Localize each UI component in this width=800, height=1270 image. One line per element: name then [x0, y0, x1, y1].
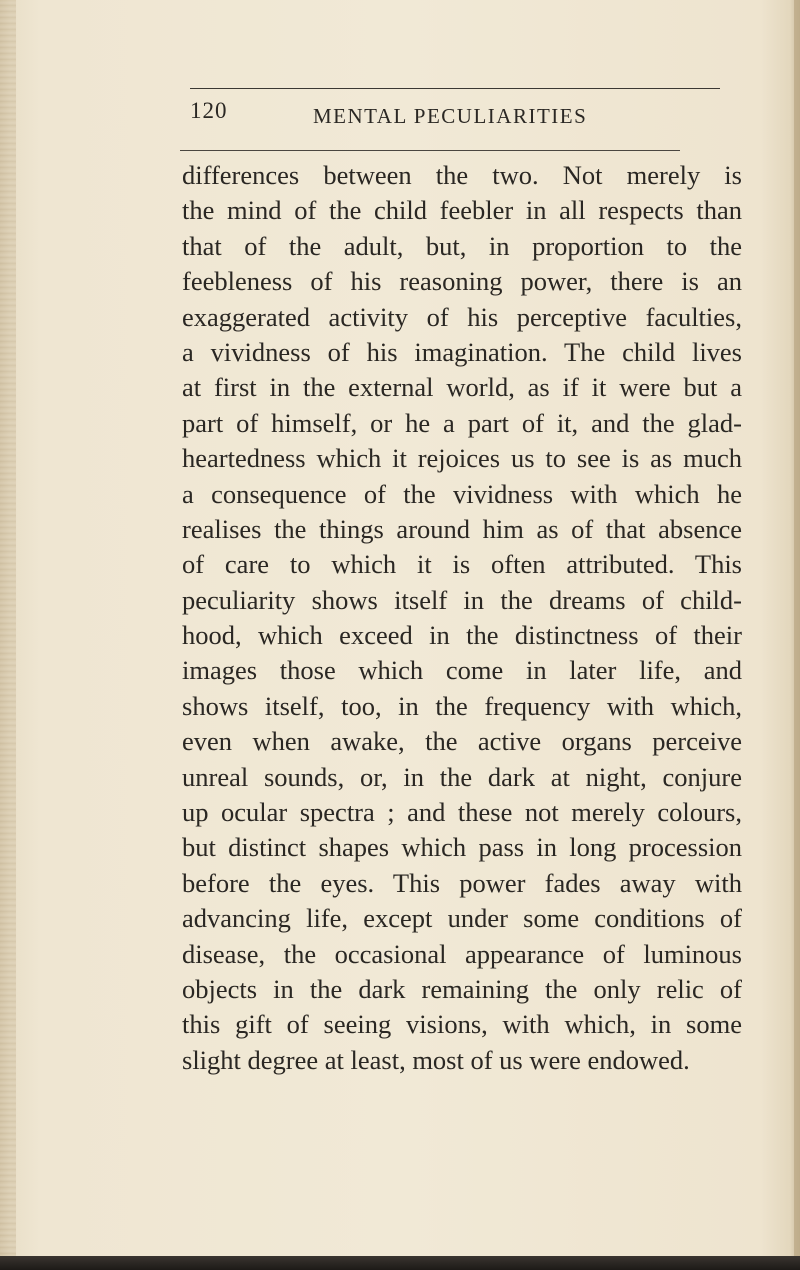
body-text	[182, 158, 742, 1078]
header-rule-bottom	[180, 150, 680, 151]
text-line: shows itself, too, in the frequency with which,	[182, 690, 742, 721]
header-rule-top	[190, 88, 720, 89]
text-line: but distinct shapes which pass in long procession	[182, 832, 742, 863]
text-line: even when awake, the active organs perceive	[182, 726, 742, 757]
running-head: MENTAL PECULIARITIES	[313, 104, 588, 128]
text-line: up ocular spectra ; and these not merely colours,	[182, 797, 742, 828]
text-line: before the eyes. This power fades away with	[182, 867, 742, 898]
text-line: this gift of seeing visions, with which, in some	[182, 1009, 742, 1040]
text-line: differences between the two. Not merely is	[182, 160, 742, 190]
text-line: that of the adult, but, in proportion to the	[182, 230, 742, 261]
text-line: heartedness which it rejoices us to see is as much	[182, 443, 742, 474]
text-line: unreal sounds, or, in the dark at night, conjure	[182, 761, 742, 792]
text-line: advancing life, except under some conditions of	[182, 903, 742, 934]
page-bottom-edge	[0, 1256, 800, 1270]
text-line: disease, the occasional appearance of luminous	[182, 938, 742, 969]
text-line: images those which come in later life, and	[182, 655, 742, 686]
text-line: at first in the external world, as if it were but a	[182, 372, 742, 403]
binding-gutter	[0, 0, 16, 1270]
text-line: a vividness of his imagination. The child lives	[182, 336, 742, 367]
text-line: exaggerated activity of his perceptive faculties,	[182, 301, 742, 332]
text-line: part of himself, or he a part of it, and the glad-	[182, 407, 742, 438]
text-line: feebleness of his reasoning power, there is an	[182, 266, 742, 297]
page-number: 120	[190, 98, 228, 123]
text-line: objects in the dark remaining the only relic of	[182, 973, 742, 1004]
text-line: a consequence of the vividness with which he	[182, 478, 742, 509]
text-line: the mind of the child feebler in all respects than	[182, 195, 742, 226]
text-line: hood, which exceed in the distinctness of their	[182, 620, 742, 651]
text-line: of care to which it is often attributed. This	[182, 549, 742, 580]
text-line: slight degree at least, most of us were endowed.	[182, 1044, 690, 1075]
page-edge	[794, 0, 800, 1270]
text-line: peculiarity shows itself in the dreams of child-	[182, 584, 742, 615]
text-line: realises the things around him as of that absence	[182, 513, 742, 544]
